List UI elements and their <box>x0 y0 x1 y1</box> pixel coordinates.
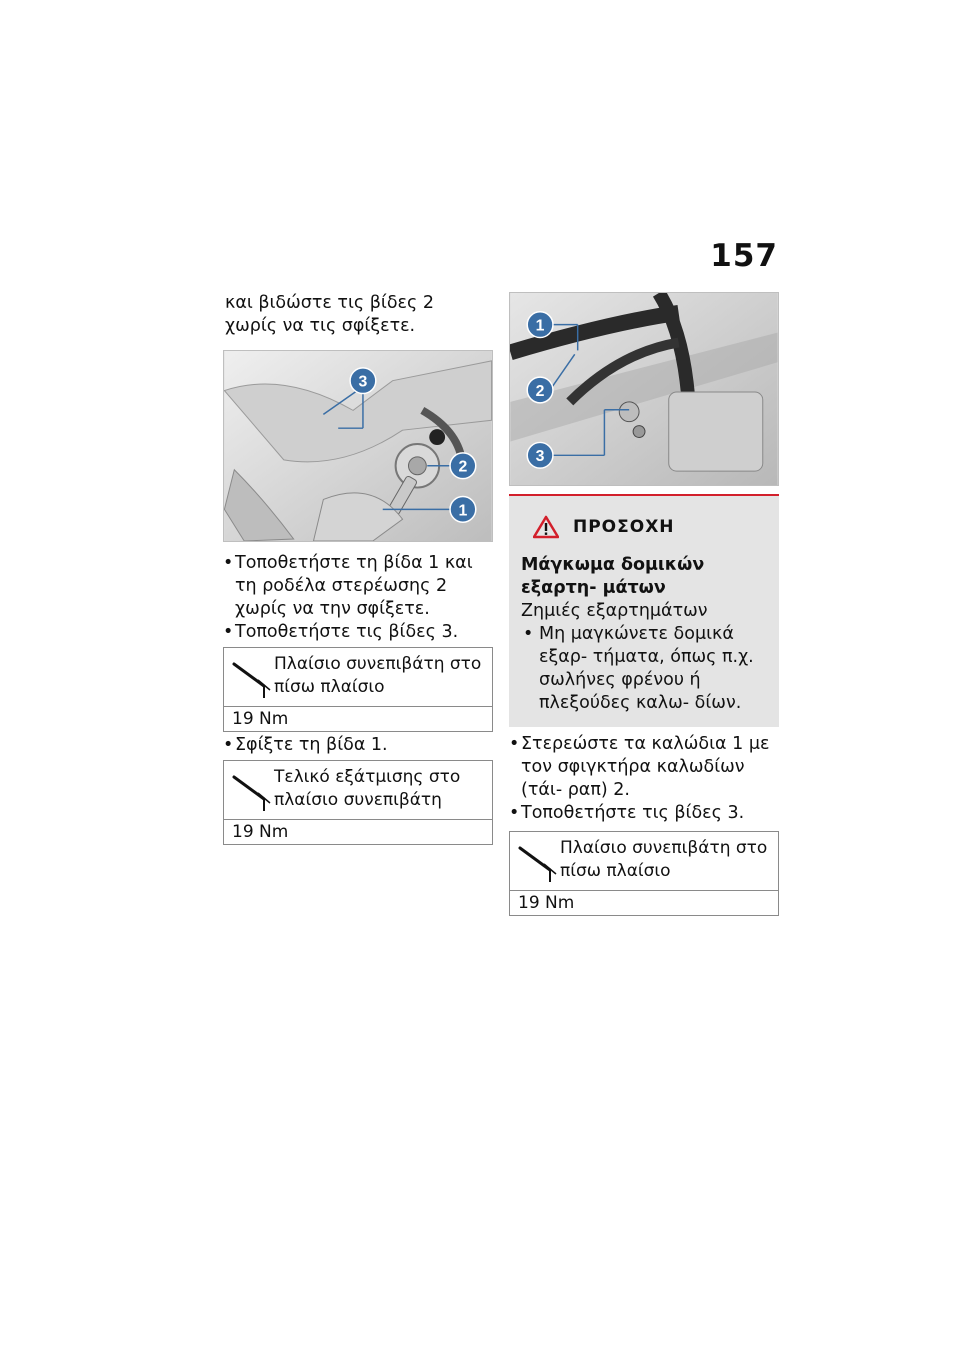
step-text: Τοποθετήστε τις βίδες 3. <box>521 803 745 823</box>
figure-left <box>223 350 493 542</box>
caution-bullet: • Μη μαγκώνετε δομικά εξαρ- τήματα, όπως π.χ. σωλήνες φρένου ή πλεξούδες καλω- δίων. <box>521 623 767 715</box>
caution-title: ΠΡΟΣΟΧΗ <box>573 517 675 537</box>
step-item <box>509 802 779 825</box>
step-item <box>223 734 493 757</box>
caution-box <box>509 494 779 727</box>
caution-subtitle: Μάγκωμα δομικών εξαρτη- μάτων <box>521 555 705 598</box>
figure-right <box>509 292 779 486</box>
fig-right-label-3: 3 <box>535 448 545 466</box>
torque-spec-box <box>509 831 779 916</box>
intro-text <box>223 292 475 338</box>
torque-wrench-icon <box>230 769 274 813</box>
step-text: Τοποθετήστε τη βίδα 1 και τη ροδέλα στερέωσης 2 χωρίς να την σφίξετε. <box>235 553 473 619</box>
left-column <box>223 292 493 847</box>
step-text: Στερεώστε τα καλώδια 1 με τον σφιγκτήρα καλωδίων (τάι- ραπ) 2. <box>521 734 770 800</box>
torque-wrench-icon <box>230 656 274 700</box>
step-text: Τοποθετήστε τις βίδες 3. <box>235 622 459 642</box>
figure-right-illustration <box>510 293 778 485</box>
torque-description: Πλαίσιο συνεπιβάτη στο πίσω πλαίσιο <box>560 838 768 881</box>
figure-left-illustration <box>224 351 492 541</box>
fig-left-label-3: 3 <box>358 373 368 391</box>
torque-spec-box <box>223 760 493 845</box>
intro-line: και βιδώστε τις βίδες 2 χωρίς να τις σφίξετε. <box>225 293 434 336</box>
step-text: Σφίξτε τη βίδα 1. <box>235 735 388 755</box>
page-number: 157 <box>710 238 778 274</box>
torque-value: 19 Nm <box>518 893 575 913</box>
fig-left-label-1: 1 <box>458 502 468 520</box>
torque-value: 19 Nm <box>232 709 289 729</box>
torque-spec-box <box>223 647 493 732</box>
fig-right-label-1: 1 <box>535 317 545 335</box>
step-item <box>223 552 493 621</box>
torque-value: 19 Nm <box>232 822 289 842</box>
right-column <box>509 292 779 918</box>
fig-right-label-2: 2 <box>535 382 545 400</box>
step-item <box>223 621 493 644</box>
torque-description: Τελικό εξάτμισης στο πλαίσιο συνεπιβάτη <box>274 767 461 810</box>
fig-left-label-2: 2 <box>458 458 468 476</box>
torque-wrench-icon <box>516 840 560 884</box>
warning-triangle-icon <box>533 515 559 539</box>
step-item <box>509 733 779 802</box>
torque-description: Πλαίσιο συνεπιβάτη στο πίσω πλαίσιο <box>274 654 482 697</box>
caution-text: Ζημιές εξαρτημάτων <box>521 601 708 621</box>
